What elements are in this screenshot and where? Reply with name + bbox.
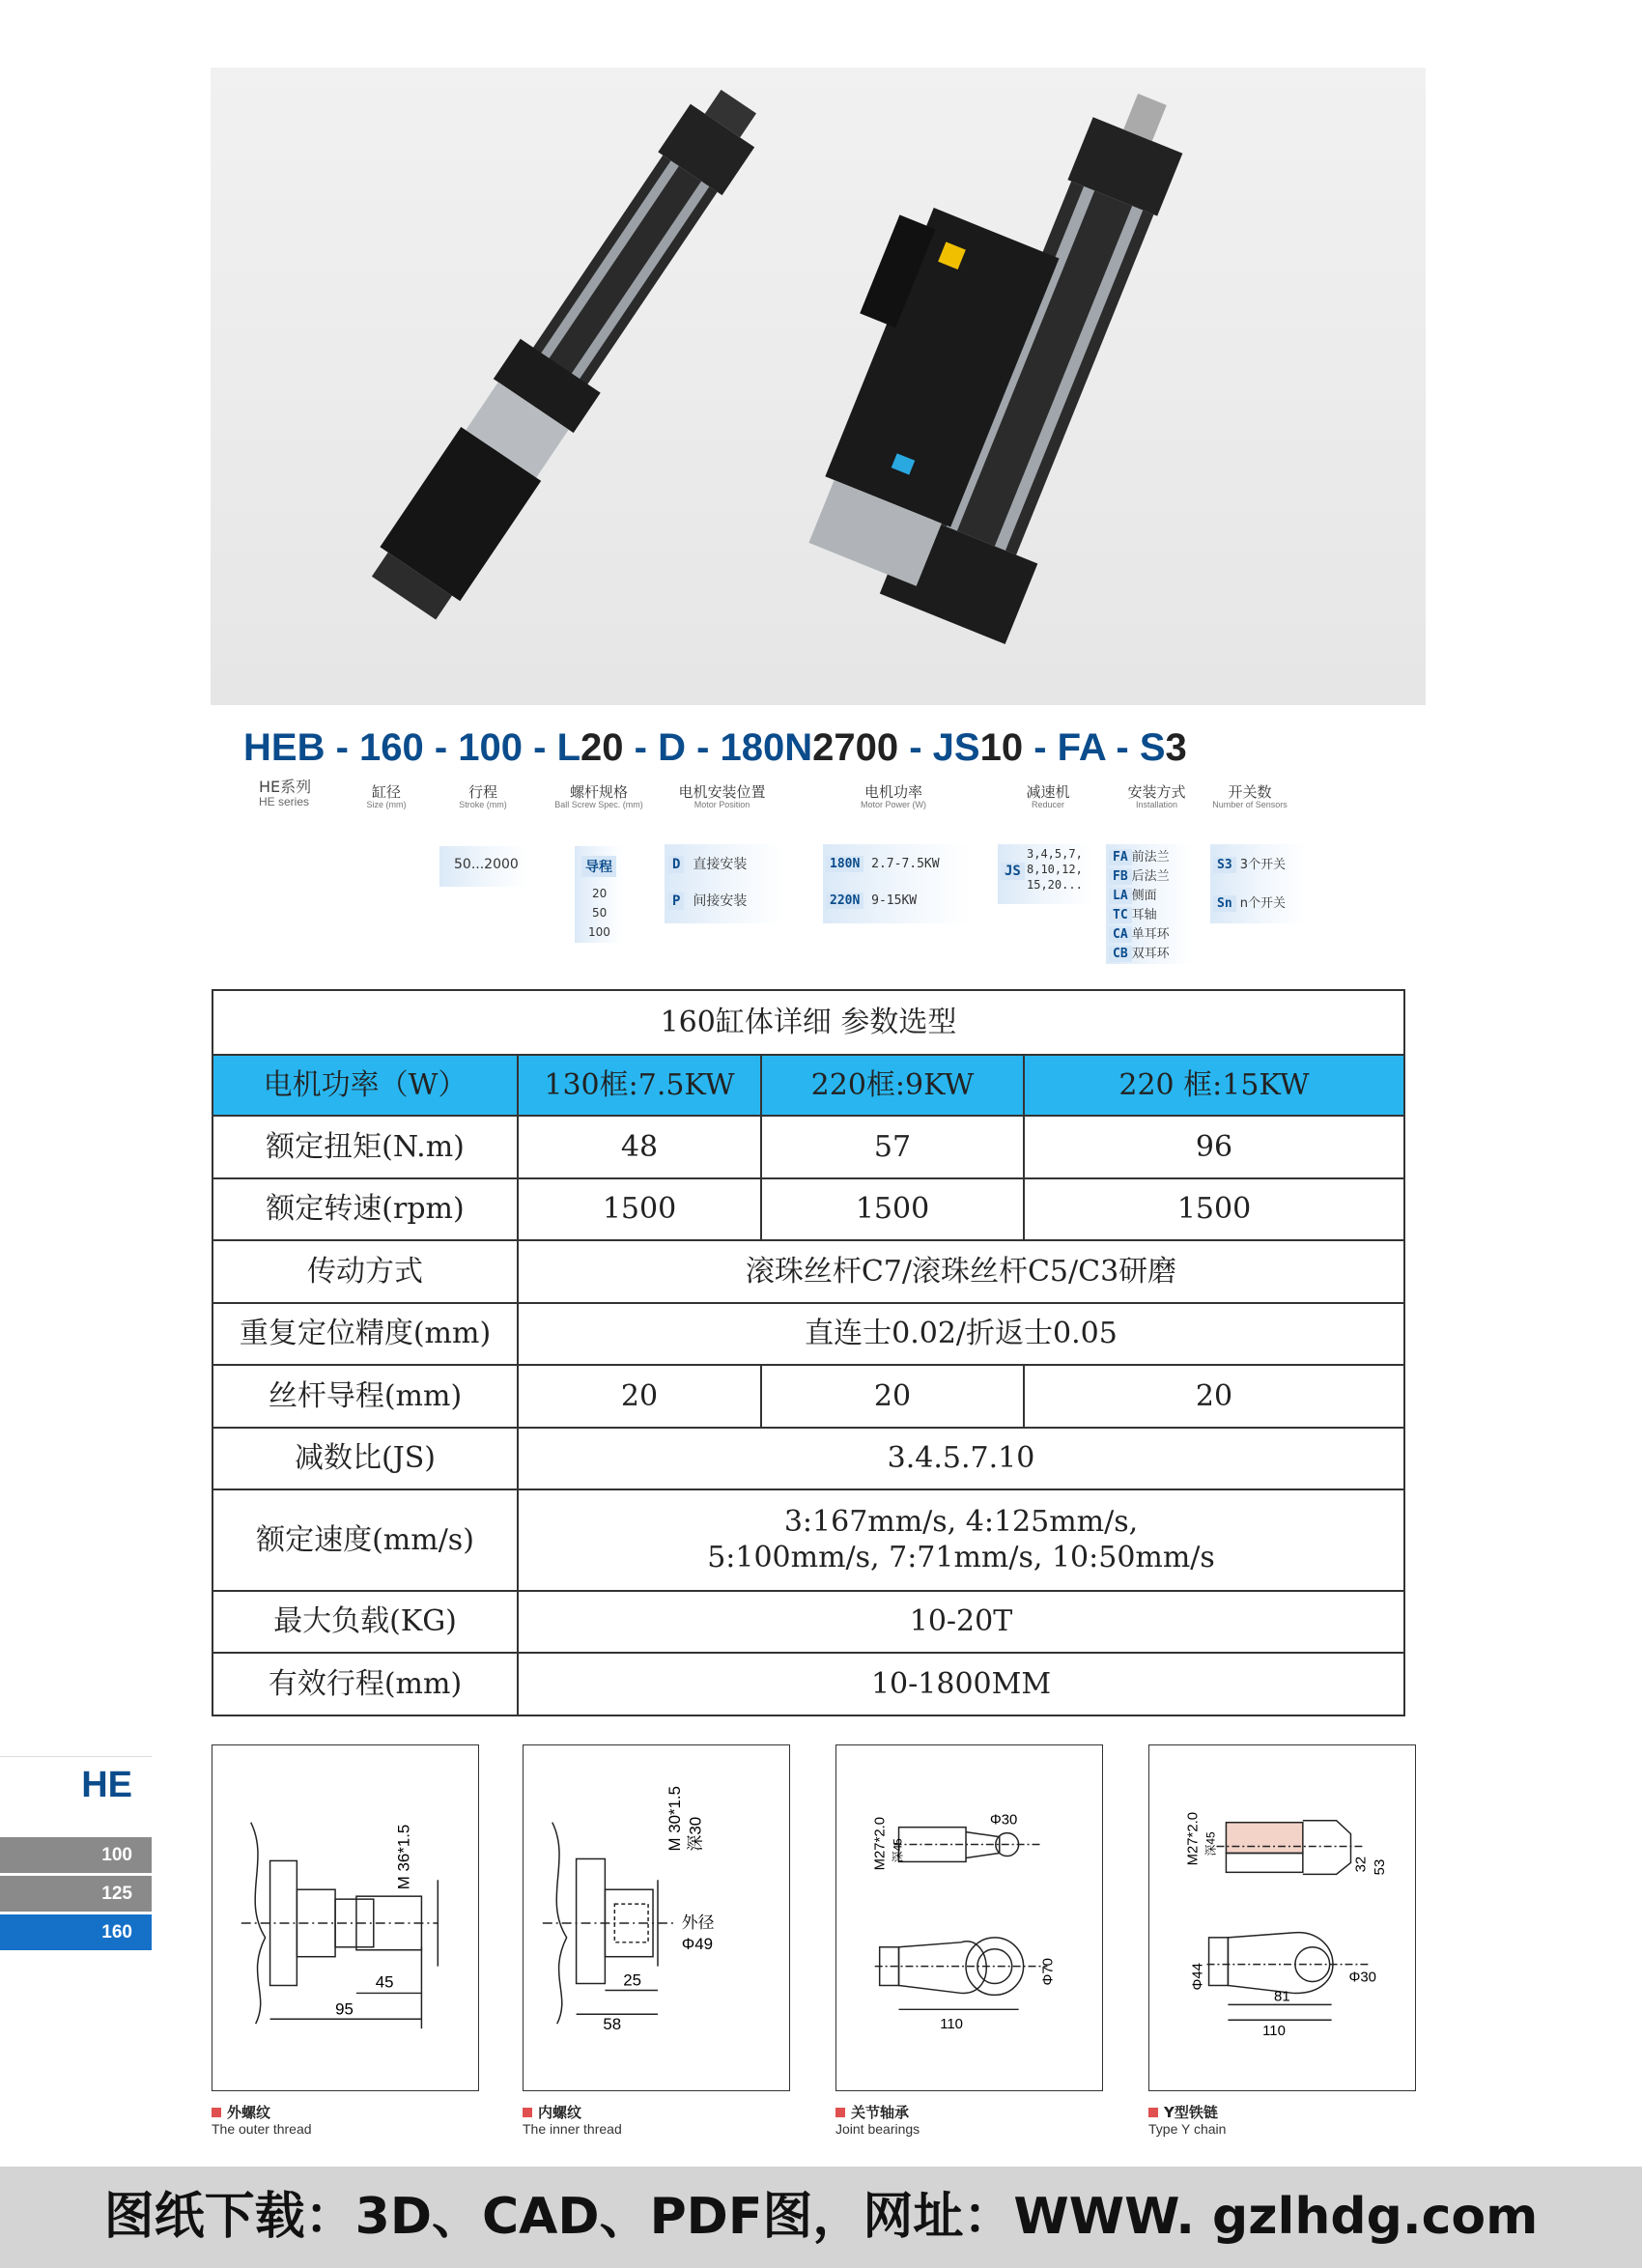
row-label: 额定速度(mm/s) (212, 1489, 518, 1591)
dim-outer-dia: Φ49 (681, 1934, 714, 1953)
caption-en: Type Y chain (1148, 2121, 1227, 2137)
model-code-part: - JS (898, 726, 980, 769)
motor-position-item: P 间接安装 (668, 891, 747, 910)
dim-height: Φ70 (1040, 1958, 1057, 1986)
drawing-y-chain (1148, 1744, 1416, 2091)
cell: 1500 (1024, 1178, 1404, 1241)
segment-motor-power (845, 784, 942, 809)
cell: 48 (518, 1116, 761, 1178)
reducer-ratios: 3,4,5,7, (1027, 847, 1083, 861)
caption-en: The outer thread (212, 2121, 312, 2137)
spec-table (212, 989, 1405, 1716)
dim-width: 32 (1353, 1856, 1370, 1873)
table-row (212, 1653, 1404, 1715)
segment-sensors (1205, 784, 1294, 809)
cell: 1500 (761, 1178, 1024, 1241)
model-code (243, 726, 1187, 779)
series-label-zh: HE系列 (259, 778, 312, 796)
installation-item: LA 侧面 (1109, 885, 1157, 904)
cell: 滚珠丝杆C7/滚珠丝杆C5/C3研磨 (518, 1240, 1404, 1303)
dim-length: 95 (335, 1999, 354, 2019)
segment-size (348, 784, 425, 809)
segment-en: Reducer (1031, 799, 1065, 809)
segment-ball-screw (546, 784, 652, 809)
dim-pin: Φ30 (1348, 1970, 1376, 1986)
lead-option: 20 (592, 887, 608, 900)
header-cell: 电机功率（W） (212, 1055, 518, 1117)
dim-length: 45 (375, 1972, 394, 1992)
dim-dia: Φ44 (1190, 1963, 1206, 1991)
segment-zh: 电机功率 (863, 783, 922, 801)
dim-thread: M 36*1.5 (394, 1824, 413, 1890)
cell: 直连士0.02/折返士0.05 (518, 1303, 1404, 1366)
footer-download-banner: 图纸下载：3D、CAD、PDF图，网址：WWW. gzlhdg.com (0, 2167, 1642, 2268)
reducer-code: JS (1001, 863, 1025, 880)
dim-length: 81 (1274, 1989, 1290, 2005)
lead-option: 100 (588, 925, 610, 939)
table-row (212, 1303, 1404, 1366)
dim-depth: 深30 (686, 1816, 705, 1852)
table-row (212, 1428, 1404, 1490)
caption-zh: Y型铁链 (1148, 2104, 1226, 2121)
dim-length: 110 (940, 2017, 963, 2033)
side-series-label: HE (0, 1756, 152, 1821)
caption-zh: 外螺纹 (212, 2104, 312, 2121)
side-tab-160[interactable]: 160 (0, 1914, 152, 1950)
table-header-row (212, 1055, 1404, 1117)
drawing-joint-bearing (835, 1744, 1103, 2091)
row-label: 传动方式 (212, 1240, 518, 1303)
y-chain-diagram (1149, 1745, 1415, 2090)
table-title: 160缸体详细 参数选型 (212, 990, 1404, 1055)
speed-line: 5:100mm/s, 7:71mm/s, 10:50mm/s (707, 1541, 1215, 1575)
reducer-ratios: 15,20... (1027, 878, 1083, 892)
installation-item: FA 前法兰 (1109, 846, 1170, 865)
sensor-item: S3 3个开关 (1213, 854, 1286, 873)
segment-en: Motor Position (694, 799, 750, 809)
dim-length: 58 (603, 2015, 622, 2034)
table-row (212, 1365, 1404, 1428)
segment-zh: 电机安装位置 (678, 783, 766, 801)
segment-en: Stroke (mm) (459, 799, 507, 809)
model-code-part: - FA - S (1023, 726, 1166, 769)
side-tab-100[interactable]: 100 (0, 1837, 152, 1873)
segment-zh: 减速机 (1026, 783, 1070, 801)
cell: 3.4.5.7.10 (518, 1428, 1404, 1490)
model-code-part: 3 (1165, 726, 1187, 769)
dim-outer-label: 外径 (681, 1913, 715, 1932)
header-cell: 220框:9KW (761, 1055, 1024, 1117)
dim-width: 53 (1373, 1858, 1389, 1876)
cell: 20 (1024, 1365, 1404, 1428)
segment-zh: 行程 (467, 783, 497, 801)
dim-thread: M27*2.0 (1185, 1811, 1202, 1866)
caption-inner-thread (523, 2104, 622, 2138)
motor-power-item: 220N 9-15KW (826, 893, 917, 909)
drawing-inner-thread (523, 1744, 790, 2091)
cell: 20 (518, 1365, 761, 1428)
model-code-part: HEB - 160 - 100 - L (243, 726, 581, 769)
speed-line: 3:167mm/s, 4:125mm/s, (783, 1504, 1139, 1539)
table-row (212, 1591, 1404, 1654)
cell (518, 1489, 1404, 1591)
table-row (212, 1178, 1404, 1241)
installation-item: CA 单耳环 (1109, 923, 1170, 943)
table-row (212, 1489, 1404, 1591)
cell: 57 (761, 1116, 1024, 1178)
dim-thread: M 30*1.5 (665, 1786, 684, 1852)
row-label: 额定转速(rpm) (212, 1178, 518, 1241)
row-label: 减数比(JS) (212, 1428, 518, 1490)
cell: 20 (761, 1365, 1024, 1428)
segment-installation (1111, 784, 1203, 809)
reducer-ratios: 8,10,12, (1027, 863, 1083, 876)
series-label-en: HE series (259, 794, 310, 808)
product-photo (211, 68, 1426, 705)
caption-zh: 内螺纹 (523, 2104, 622, 2121)
header-cell: 220 框:15KW (1024, 1055, 1404, 1117)
joint-bearing-diagram (836, 1745, 1102, 2090)
sensor-item: Sn n个开关 (1213, 893, 1286, 912)
caption-y-chain (1148, 2104, 1226, 2138)
model-code-part: 2700 (812, 726, 899, 769)
series-label (259, 779, 311, 808)
segment-zh: 螺杆规格 (569, 783, 628, 801)
lead-title: 导程 (581, 856, 616, 877)
table-row (212, 1116, 1404, 1178)
installation-item: TC 耳轴 (1109, 904, 1157, 923)
segment-zh: 安装方式 (1127, 783, 1186, 801)
segment-en: Ball Screw Spec. (mm) (554, 799, 643, 809)
segment-en: Motor Power (W) (860, 799, 926, 809)
stroke-range: 50...2000 (454, 857, 519, 872)
segment-en: Number of Sensors (1212, 799, 1288, 809)
row-label: 丝杆导程(mm) (212, 1365, 518, 1428)
motor-position-item: D 直接安装 (668, 854, 747, 873)
table-row (212, 1240, 1404, 1303)
row-label: 有效行程(mm) (212, 1653, 518, 1715)
outer-thread-diagram (212, 1745, 478, 2090)
installation-item: FB 后法兰 (1109, 865, 1170, 885)
electric-cylinder-illustration (211, 68, 1426, 705)
row-label: 重复定位精度(mm) (212, 1303, 518, 1366)
segment-motor-position (666, 784, 778, 809)
header-cell: 130框:7.5KW (518, 1055, 761, 1117)
caption-zh: 关节轴承 (835, 2104, 920, 2121)
cell: 1500 (518, 1178, 761, 1241)
dim-depth: 深45 (891, 1838, 905, 1863)
segment-en: Installation (1135, 799, 1178, 809)
side-tab-125[interactable]: 125 (0, 1876, 152, 1912)
model-code-part: 10 (979, 726, 1024, 769)
model-code-part: 20 (580, 726, 624, 769)
segment-reducer (1009, 784, 1087, 809)
installation-item: CB 双耳环 (1109, 943, 1170, 962)
model-code-part: - D - 180N (623, 726, 813, 769)
dim-pin: Φ30 (989, 1812, 1018, 1829)
cell: 10-20T (518, 1591, 1404, 1654)
dim-thread: M27*2.0 (872, 1816, 889, 1871)
dim-depth: 深45 (1203, 1831, 1218, 1857)
dim-length: 110 (1262, 2024, 1286, 2040)
lead-option: 50 (592, 906, 608, 920)
cell: 96 (1024, 1116, 1404, 1178)
cell: 10-1800MM (518, 1653, 1404, 1715)
caption-en: Joint bearings (835, 2121, 920, 2137)
segment-zh: 开关数 (1228, 783, 1272, 801)
drawing-outer-thread (212, 1744, 479, 2091)
row-label: 最大负载(KG) (212, 1591, 518, 1654)
caption-joint-bearing (835, 2104, 920, 2138)
caption-en: The inner thread (523, 2121, 622, 2137)
segment-en: Size (mm) (366, 799, 407, 809)
motor-power-item: 180N 2.7-7.5KW (826, 856, 940, 872)
inner-thread-diagram (524, 1745, 789, 2090)
row-label: 额定扭矩(N.m) (212, 1116, 518, 1178)
dim-length: 25 (623, 1970, 642, 1990)
caption-outer-thread (212, 2104, 312, 2138)
segment-zh: 缸径 (371, 783, 401, 801)
segment-stroke (444, 784, 522, 809)
